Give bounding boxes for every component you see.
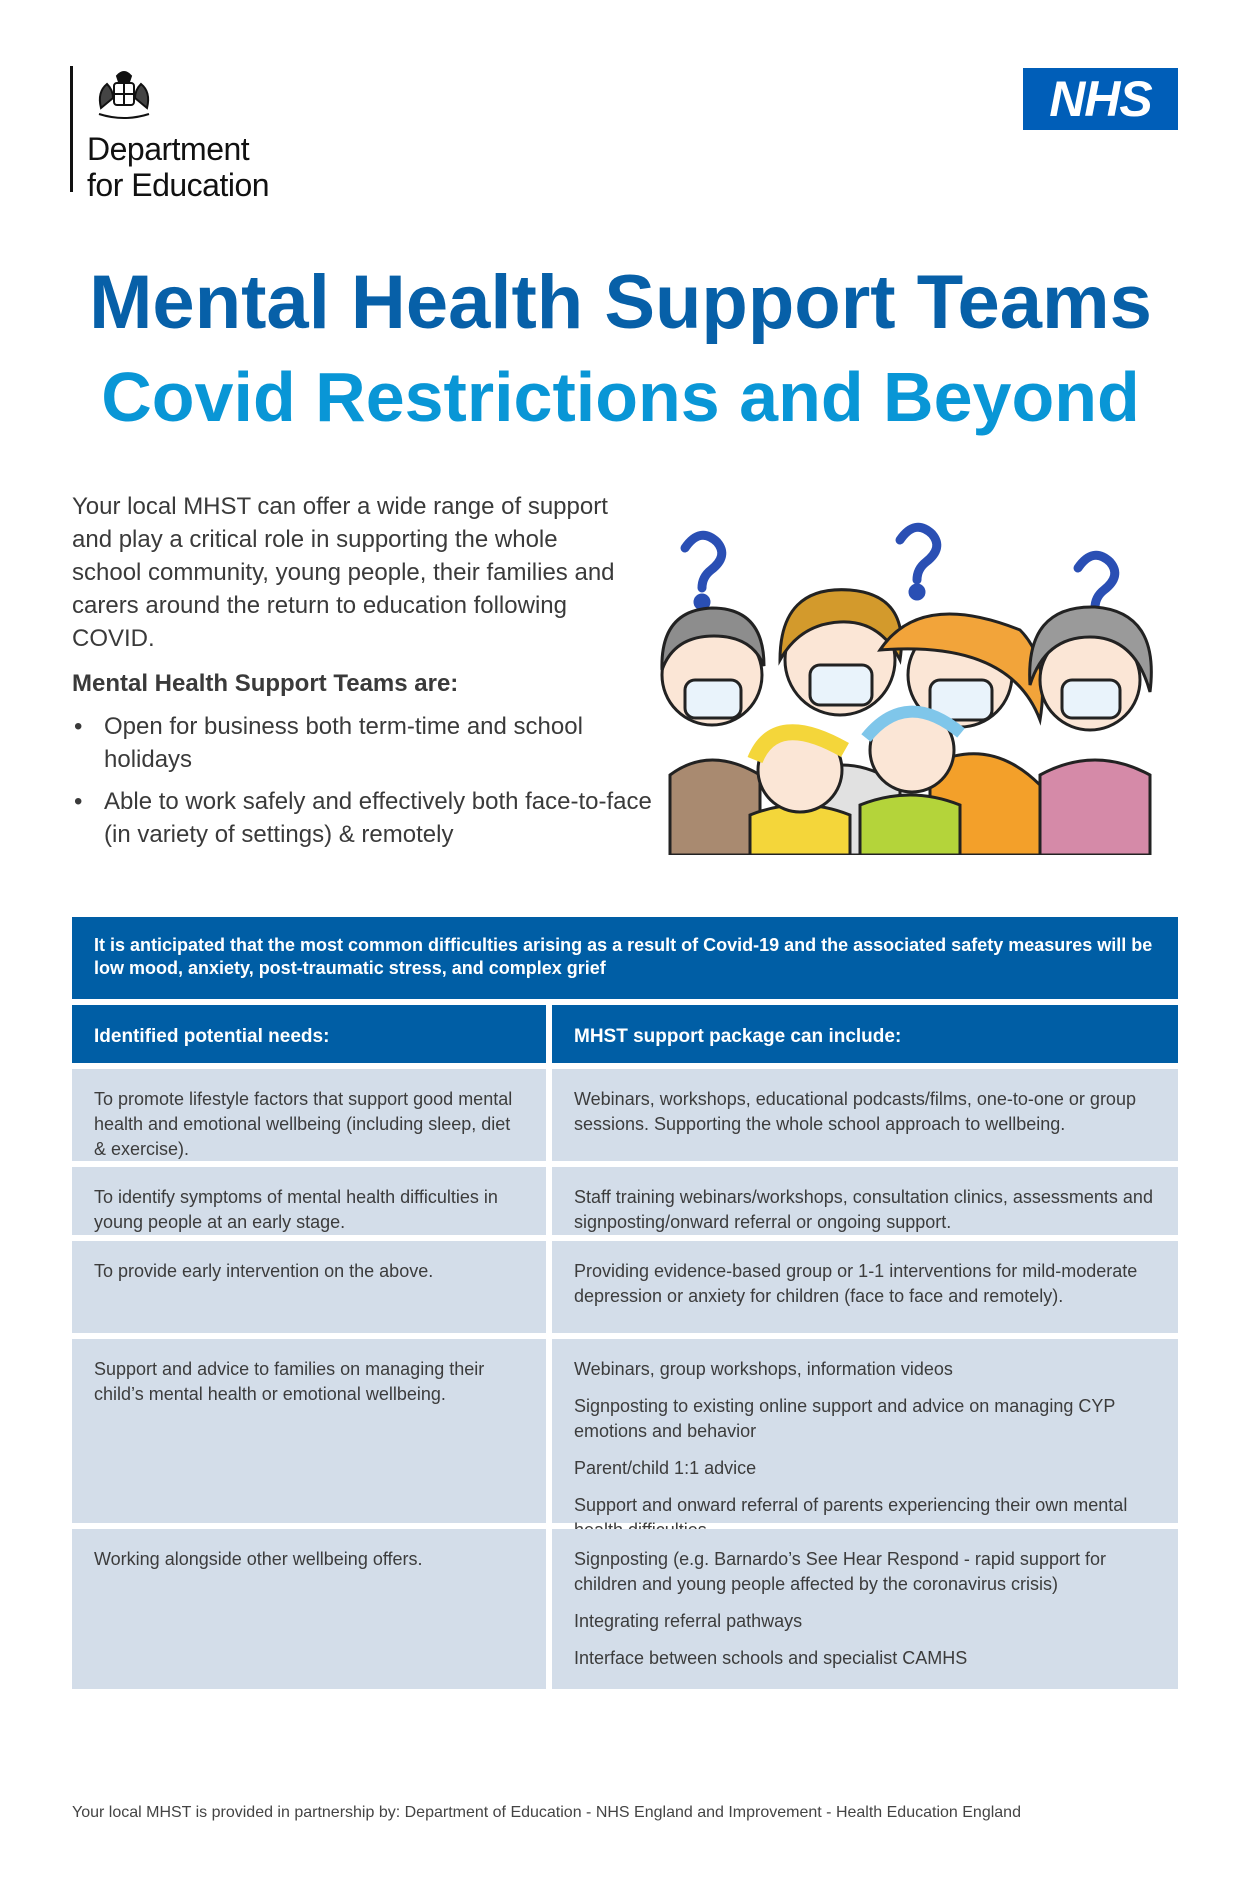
family-masks-illustration	[630, 520, 1190, 855]
bullet-item: • Open for business both term-time and school holidays	[72, 710, 652, 776]
support-text: Interface between schools and specialist CAMHS	[574, 1648, 968, 1668]
table-row	[72, 1069, 1178, 1161]
support-cell	[552, 1167, 1178, 1235]
table-row	[72, 1241, 1178, 1333]
table-row	[72, 1339, 1178, 1523]
footer-note: Your local MHST is provided in partnership by: Department of Education - NHS England and Improvement - Health Education England	[72, 1804, 1021, 1821]
table-row	[72, 1167, 1178, 1235]
support-cell	[552, 1241, 1178, 1333]
need-cell	[72, 1339, 546, 1523]
support-text: Parent/child 1:1 advice	[574, 1458, 757, 1478]
support-text: Integrating referral pathways	[574, 1611, 803, 1631]
support-text: Staff training webinars/workshops, consultation clinics, assessments and signposting/onward referral or ongoing support.	[574, 1187, 1153, 1232]
need-text: Working alongside other wellbeing offers.	[94, 1549, 423, 1569]
dfe-name-line1: Department	[87, 131, 250, 167]
need-cell	[72, 1241, 546, 1333]
need-text: Support and advice to families on managing their child’s mental health or emotional wellbeing.	[94, 1359, 485, 1404]
support-cell	[552, 1339, 1178, 1523]
need-cell	[72, 1529, 546, 1689]
support-text: Providing evidence-based group or 1-1 interventions for mild-moderate depression or anxiety for children (face to face and remotely).	[574, 1261, 1138, 1306]
column-header-needs: Identified potential needs:	[72, 1005, 546, 1063]
royal-crest-icon	[87, 66, 161, 122]
intro-subheading: Mental Health Support Teams are:	[72, 670, 459, 697]
support-text: Support and onward referral of parents experiencing their own mental	[574, 1495, 1128, 1515]
support-text: Signposting to existing online support and advice on managing CYP emotions and behavior	[574, 1396, 1116, 1441]
support-table	[72, 1005, 1178, 1695]
intro-paragraph: Your local MHST can offer a wide range of support and play a critical role in supporting the whole school community, young people, their families and carers around the return to education following COVID.	[72, 493, 615, 652]
need-text: To promote lifestyle factors that support good mental health and emotional wellbeing (including sleep, diet & exercise).	[94, 1089, 513, 1159]
support-cell	[552, 1069, 1178, 1161]
intro-text	[72, 490, 632, 655]
question-mark-icon	[685, 535, 722, 606]
dfe-name-line2: for Education	[87, 167, 270, 203]
need-text: To identify symptoms of mental health difficulties in young people at an early stage.	[94, 1187, 498, 1232]
support-text: Webinars, group workshops, information videos	[574, 1359, 953, 1379]
nhs-logo-text: NHS	[1049, 71, 1152, 127]
support-text: Signposting (e.g. Barnardo’s See Hear Respond - rapid support for children and young people affected by the coronavirus crisis)	[574, 1549, 1106, 1594]
page-subtitle: Covid Restrictions and Beyond	[101, 358, 1140, 436]
support-cell	[552, 1529, 1178, 1689]
table-header-row	[72, 1005, 1178, 1063]
page-title: Mental Health Support Teams	[89, 260, 1152, 345]
need-cell	[72, 1069, 546, 1161]
need-cell	[72, 1167, 546, 1235]
dfe-logo	[70, 66, 270, 203]
table-row	[72, 1529, 1178, 1689]
nhs-logo	[1023, 68, 1178, 130]
question-mark-icon	[900, 527, 937, 596]
need-text: To provide early intervention on the above.	[94, 1261, 434, 1281]
bullet-list	[72, 710, 652, 860]
support-text: Webinars, workshops, educational podcasts/films, one-to-one or group sessions. Supporting the whole school approach to wellbeing.	[574, 1089, 1136, 1134]
banner-statement: It is anticipated that the most common difficulties arising as a result of Covid-19 and the associated safety measures will be low mood, anxiety, post-traumatic stress, and complex grief	[72, 917, 1178, 999]
bullet-item: • Able to work safely and effectively both face-to-face (in variety of settings) & remotely	[72, 785, 652, 851]
column-header-support: MHST support package can include:	[552, 1005, 1178, 1063]
